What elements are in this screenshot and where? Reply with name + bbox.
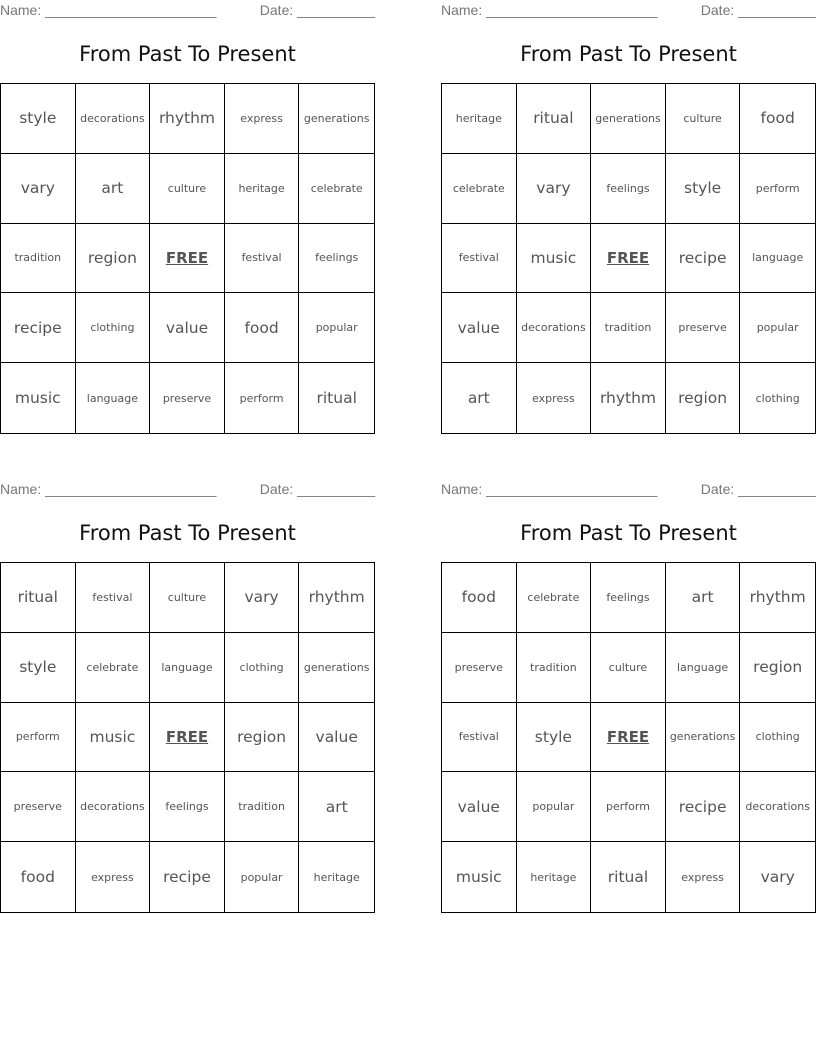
name-field: Name: ______________________: [441, 2, 658, 18]
bingo-grid: [0, 83, 375, 434]
bingo-cell: art: [299, 772, 374, 842]
bingo-cell: popular: [740, 293, 815, 363]
bingo-cell: culture: [591, 633, 666, 703]
bingo-cell: food: [740, 84, 815, 154]
bingo-cell: feelings: [591, 563, 666, 633]
bingo-cell: food: [225, 293, 300, 363]
bingo-cell: vary: [760, 868, 795, 887]
bingo-cell: festival: [442, 703, 517, 773]
bingo-cell: tradition: [1, 224, 76, 294]
date-field: Date: __________: [700, 481, 816, 497]
bingo-cell: tradition: [225, 772, 300, 842]
bingo-cell: generations: [666, 703, 741, 773]
bingo-cell: rhythm: [740, 563, 815, 633]
bingo-cell: preserve: [1, 772, 76, 842]
bingo-grid: [0, 562, 375, 913]
card-title: From Past To Present: [79, 42, 296, 66]
bingo-cell: region: [740, 633, 815, 703]
card-header: [0, 2, 375, 20]
bingo-grid: [441, 562, 816, 913]
bingo-cell: rhythm: [150, 84, 225, 154]
bingo-cell: ritual: [517, 84, 592, 154]
bingo-cell: culture: [150, 154, 225, 224]
bingo-cell: feelings: [150, 772, 225, 842]
bingo-cell: ritual: [316, 389, 357, 408]
bingo-cell: preserve: [666, 293, 741, 363]
bingo-cell: vary: [1, 154, 76, 224]
bingo-cell: popular: [517, 772, 592, 842]
bingo-cell: festival: [76, 563, 151, 633]
bingo-cell: food: [442, 563, 517, 633]
bingo-cell: ritual: [1, 563, 76, 633]
bingo-cell: language: [740, 224, 815, 294]
bingo-cell: style: [666, 154, 741, 224]
card-title: From Past To Present: [520, 42, 737, 66]
bingo-cell: perform: [591, 772, 666, 842]
bingo-cell: art: [76, 154, 151, 224]
bingo-cell: celebrate: [517, 563, 592, 633]
bingo-cell: generations: [299, 633, 374, 703]
bingo-cell: value: [442, 772, 517, 842]
bingo-cell: style: [517, 703, 592, 773]
bingo-cell: culture: [666, 84, 741, 154]
bingo-cell: preserve: [442, 633, 517, 703]
bingo-cell: festival: [442, 224, 517, 294]
bingo-cell: generations: [591, 84, 666, 154]
bingo-cell: celebrate: [299, 154, 374, 224]
bingo-cell: value: [150, 293, 225, 363]
bingo-cell: heritage: [313, 870, 360, 884]
bingo-cell: tradition: [517, 633, 592, 703]
bingo-cell: decorations: [76, 772, 151, 842]
bingo-cell: tradition: [591, 293, 666, 363]
free-space: FREE: [591, 703, 666, 773]
bingo-cell: art: [442, 363, 517, 433]
bingo-cell: generations: [299, 84, 374, 154]
free-space: FREE: [150, 224, 225, 294]
bingo-cell: preserve: [150, 363, 225, 433]
bingo-cell: express: [225, 84, 300, 154]
bingo-grid: [441, 83, 816, 434]
bingo-cell: value: [442, 293, 517, 363]
bingo-cell: feelings: [591, 154, 666, 224]
card-title: From Past To Present: [520, 521, 737, 545]
bingo-cell: express: [517, 363, 592, 433]
date-field: Date: __________: [700, 2, 816, 18]
bingo-cell: rhythm: [299, 563, 374, 633]
bingo-cell: popular: [299, 293, 374, 363]
bingo-cell: value: [299, 703, 374, 773]
bingo-cell: decorations: [740, 772, 815, 842]
bingo-cell: region: [666, 363, 741, 433]
date-field: Date: __________: [259, 2, 375, 18]
bingo-cell: language: [666, 633, 741, 703]
bingo-cell: food: [1, 842, 76, 912]
bingo-cell: music: [1, 363, 76, 433]
bingo-cell: music: [517, 224, 592, 294]
name-field: Name: ______________________: [0, 481, 217, 497]
bingo-cell: recipe: [1, 293, 76, 363]
bingo-cell: decorations: [76, 84, 151, 154]
bingo-cell: heritage: [517, 842, 592, 912]
bingo-cell: ritual: [591, 842, 666, 912]
bingo-cell: style: [1, 84, 76, 154]
free-space: FREE: [150, 703, 225, 773]
bingo-cell: region: [225, 703, 300, 773]
bingo-cell: style: [1, 633, 76, 703]
bingo-cell: feelings: [299, 224, 374, 294]
card-header: [0, 481, 375, 499]
bingo-cell: festival: [225, 224, 300, 294]
card-header: [441, 2, 816, 20]
bingo-cell: music: [76, 703, 151, 773]
bingo-cell: art: [666, 563, 741, 633]
bingo-cell: popular: [225, 842, 300, 912]
bingo-cell: vary: [517, 154, 592, 224]
bingo-cell: celebrate: [76, 633, 151, 703]
name-field: Name: ______________________: [441, 481, 658, 497]
bingo-cell: recipe: [150, 842, 225, 912]
bingo-cell: clothing: [225, 633, 300, 703]
bingo-cell: recipe: [666, 772, 741, 842]
bingo-cell: decorations: [517, 293, 592, 363]
bingo-cell: clothing: [740, 703, 815, 773]
bingo-cell: heritage: [225, 154, 300, 224]
bingo-cell: language: [76, 363, 151, 433]
bingo-cell: perform: [225, 363, 300, 433]
bingo-cell: perform: [740, 154, 815, 224]
bingo-cell: heritage: [442, 84, 517, 154]
card-header: [441, 481, 816, 499]
bingo-cell: music: [442, 842, 517, 912]
bingo-cell: perform: [1, 703, 76, 773]
bingo-cell: clothing: [76, 293, 151, 363]
bingo-cell: express: [666, 842, 741, 912]
bingo-cell: rhythm: [591, 363, 666, 433]
date-field: Date: __________: [259, 481, 375, 497]
bingo-cell: vary: [225, 563, 300, 633]
bingo-cell: region: [76, 224, 151, 294]
bingo-cell: culture: [150, 563, 225, 633]
bingo-cell: language: [150, 633, 225, 703]
bingo-cell: recipe: [666, 224, 741, 294]
free-space: FREE: [591, 224, 666, 294]
card-title: From Past To Present: [79, 521, 296, 545]
name-field: Name: ______________________: [0, 2, 217, 18]
bingo-cell: clothing: [755, 391, 800, 405]
bingo-cell: celebrate: [442, 154, 517, 224]
bingo-cell: express: [76, 842, 151, 912]
